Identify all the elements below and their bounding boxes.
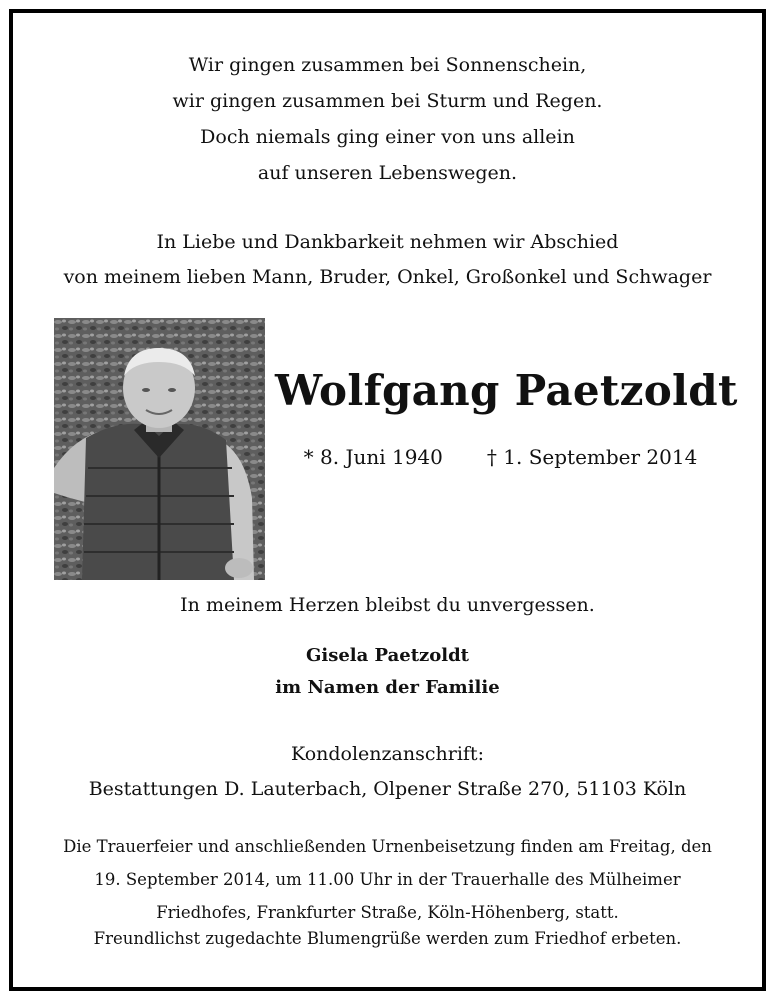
death-date: † 1. September 2014: [486, 445, 698, 469]
condolence-address: Bestattungen D. Lauterbach, Olpener Straße 270, 51103 Köln: [88, 778, 687, 800]
farewell-intro: [13, 225, 762, 295]
poem: [13, 47, 762, 191]
intro-line: In Liebe und Dankbarkeit nehmen wir Abschied: [156, 231, 619, 253]
portrait-illustration: [54, 318, 265, 580]
obituary-frame: [9, 9, 766, 991]
deceased-name: Wolfgang Paetzoldt: [275, 366, 738, 415]
signer-family: im Namen der Familie: [275, 677, 500, 698]
intro-line: von meinem lieben Mann, Bruder, Onkel, Großonkel und Schwager: [63, 266, 712, 288]
condolence-block: [13, 737, 762, 807]
birth-date: * 8. Juni 1940: [303, 445, 443, 469]
signer-block: [13, 640, 762, 704]
ceremony-line: Friedhofes, Frankfurter Straße, Köln-Höhenberg, statt.: [156, 903, 619, 922]
poem-line: Wir gingen zusammen bei Sonnenschein,: [188, 54, 587, 76]
remembrance-line: In meinem Herzen bleibst du unvergessen.: [180, 594, 595, 616]
flowers-note: Freundlichst zugedachte Blumengrüße werden zum Friedhof erbeten.: [93, 929, 682, 948]
portrait-photo: [54, 318, 265, 580]
poem-line: wir gingen zusammen bei Sturm und Regen.: [172, 90, 603, 112]
ceremony-line: Die Trauerfeier und anschließenden Urnenbeisetzung finden am Freitag, den: [63, 837, 712, 856]
signer-name: Gisela Paetzoldt: [305, 645, 469, 666]
life-dates: [275, 445, 726, 469]
poem-line: Doch niemals ging einer von uns allein: [200, 126, 575, 148]
poem-line: auf unseren Lebenswegen.: [257, 162, 518, 184]
ceremony-line: 19. September 2014, um 11.00 Uhr in der Trauerhalle des Mülheimer: [94, 870, 681, 889]
ceremony-notice: [43, 830, 732, 929]
condolence-label: Kondolenzanschrift:: [291, 743, 484, 765]
